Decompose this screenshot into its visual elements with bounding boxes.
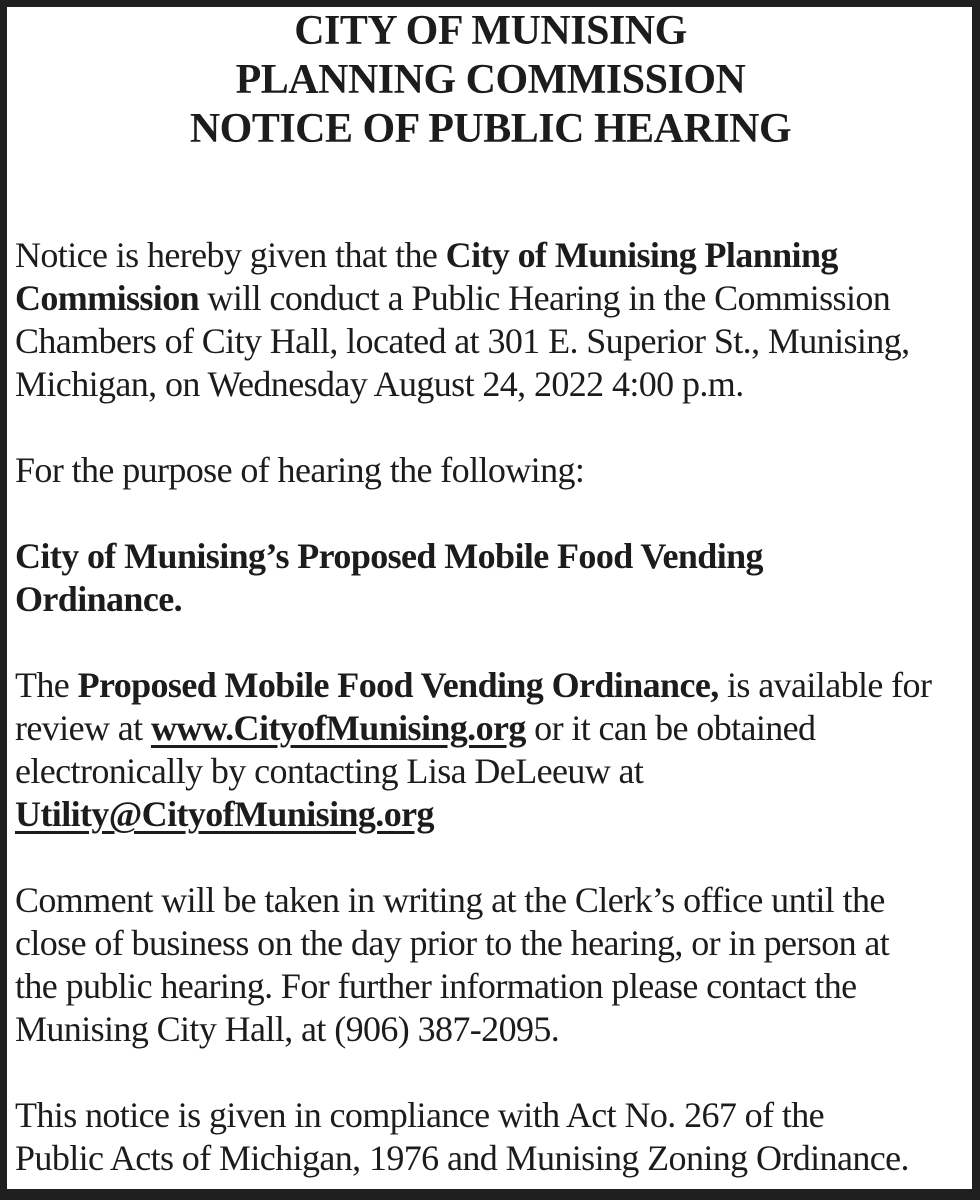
text-run: This notice is given in compliance with Act No. 267 of the [15, 1095, 825, 1135]
text-run: City of Munising Planning [445, 235, 838, 275]
text-run: Notice is hereby given that the [15, 235, 446, 275]
paragraph-purpose-lead-in [15, 449, 966, 492]
title-line-2: PLANNING COMMISSION [235, 57, 746, 103]
text-run: Commission [15, 278, 200, 318]
text-run: the public hearing. For further information please contact the [15, 966, 857, 1006]
paragraph-compliance-statement [15, 1094, 966, 1180]
text-run: Comment will be taken in writing at the Clerk’s office until the [15, 880, 885, 920]
text-run: For the purpose of hearing the following: [15, 450, 585, 490]
text-run: The [15, 665, 78, 705]
text-run: Michigan, on Wednesday August 24, 2022 4:00 p.m. [15, 364, 744, 404]
paragraph-availability [15, 664, 966, 836]
notice-title [15, 7, 966, 154]
text-run: electronically by contacting Lisa DeLeeuw at [15, 751, 644, 791]
text-run: City of Munising’s Proposed Mobile Food Vending [15, 536, 763, 576]
text-run: close of business on the day prior to the hearing, or in person at [15, 923, 890, 963]
paragraph-notice-intro [15, 234, 966, 406]
text-run: will conduct a Public Hearing in the Commission [199, 278, 891, 318]
text-run: review at [15, 708, 151, 748]
email-link[interactable]: Utility@CityofMunising.org [15, 794, 434, 834]
text-run: is available for [718, 665, 932, 705]
text-run: or it can be obtained [525, 708, 816, 748]
title-line-1: CITY OF MUNISING [294, 8, 687, 54]
text-run: Proposed Mobile Food Vending Ordinance, [77, 665, 719, 705]
title-line-3: NOTICE OF PUBLIC HEARING [189, 106, 792, 152]
text-run: Public Acts of Michigan, 1976 and Munising Zoning Ordinance. [15, 1138, 909, 1178]
paragraph-comment-instructions [15, 879, 966, 1051]
paragraph-hearing-subject [15, 535, 966, 621]
website-link[interactable]: www.CityofMunising.org [150, 708, 526, 748]
text-run: Ordinance. [15, 579, 183, 619]
text-run: Chambers of City Hall, located at 301 E. Superior St., Munising, [15, 321, 910, 361]
text-run: Munising City Hall, at (906) 387-2095. [15, 1009, 560, 1049]
